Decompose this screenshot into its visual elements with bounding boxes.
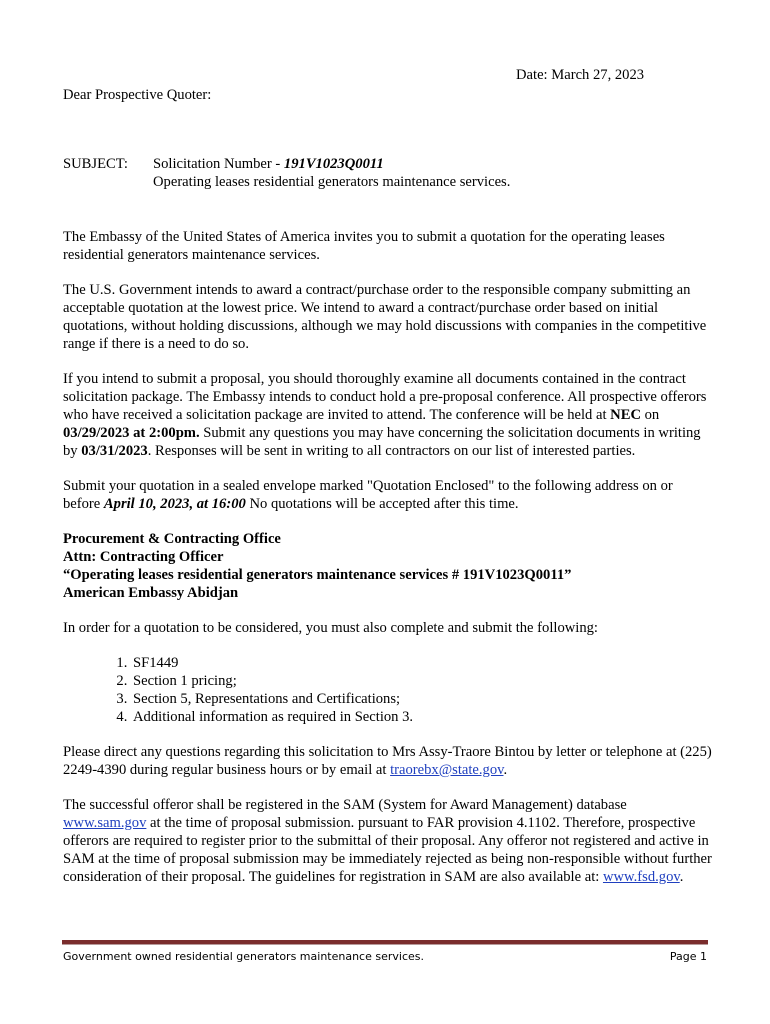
list-item: 2. Section 1 pricing; xyxy=(131,672,713,690)
subject-description: Operating leases residential generators maintenance services. xyxy=(153,174,511,190)
solicitation-line xyxy=(153,155,510,173)
conference-location: NEC xyxy=(610,407,641,423)
address-line-3: “Operating leases residential generators maintenance services # 191V1023Q0011” xyxy=(63,567,572,583)
page-number: Page 1 xyxy=(669,950,707,963)
paragraph-submission: Submit your quotation in a sealed envelope marked "Quotation Enclosed" to the following address on or before April 10, 2023, at 16:00 No quotations will be accepted after this time. xyxy=(63,478,673,512)
address-line-1: Procurement & Contracting Office xyxy=(63,531,281,547)
address-line-4: American Embassy Abidjan xyxy=(63,585,239,601)
letter-body xyxy=(63,228,713,903)
mailing-address xyxy=(63,530,713,602)
submission-deadline: April 10, 2023, at 16:00 xyxy=(103,496,246,512)
solicitation-number: 191V1023Q0011 xyxy=(283,156,384,172)
list-item: 3. Section 5, Representations and Certifications; xyxy=(131,690,713,708)
paragraph-sam-registration: The successful offeror shall be registered in the SAM (System for Award Management) database www.sam.gov at the time of proposal submission. pursuant to FAR provision 4.1102. Therefore, prospective offerors are required to register prior to the submittal of their proposal. Any offeror not registered and active in SAM at the time of proposal submission may be immediately rejected as being non-responsible without further consideration of their proposal. The guidelines for registration in SAM are also available at: www.fsd.gov. xyxy=(63,797,712,885)
requirements-list xyxy=(63,654,713,726)
subject-value xyxy=(153,155,510,191)
list-item: 1. SF1449 xyxy=(131,654,713,672)
list-item: 4. Additional information as required in Section 3. xyxy=(131,708,713,726)
fsd-link[interactable]: www.fsd.gov xyxy=(602,869,680,885)
email-link[interactable]: traorebx@state.gov xyxy=(390,762,504,778)
footer-divider xyxy=(62,940,708,945)
footer-title: Government owned residential generators maintenance services. xyxy=(63,950,424,963)
subject-label: SUBJECT: xyxy=(63,156,128,172)
paragraph-invitation: The Embassy of the United States of America invites you to submit a quotation for the operating leases residential generators maintenance services. xyxy=(63,229,665,263)
letter-date: Date: March 27, 2023 xyxy=(516,67,645,83)
paragraph-conference: If you intend to submit a proposal, you should thoroughly examine all documents contained in the contract solicitation package. The Embassy intends to conduct hold a pre-proposal conference. All prospective offerors who have received a solicitation package are invited to attend. The conference will be held at NEC on 03/29/2023 at 2:00pm. Submit any questions you may have concerning the solicitation documents in writing by 03/31/2023. Responses will be sent in writing to all contractors on our list of interested parties. xyxy=(63,371,707,459)
paragraph-award: The U.S. Government intends to award a contract/purchase order to the responsible company submitting an acceptable quotation at the lowest price. We intend to award a contract/purchase order based on initial quotations, without holding discussions, although we may hold discussions with companies in the competitive range if there is a need to do so. xyxy=(63,282,707,352)
address-line-2: Attn: Contracting Officer xyxy=(63,549,224,565)
solicitation-prefix: Solicitation Number - xyxy=(153,156,284,172)
paragraph-contact: Please direct any questions regarding this solicitation to Mrs Assy-Traore Bintou by letter or telephone at (225) 2249-4390 during regular business hours or by email at traorebx@state.gov. xyxy=(63,744,712,778)
paragraph-requirements-intro: In order for a quotation to be considered, you must also complete and submit the following: xyxy=(63,620,598,636)
sam-link[interactable]: www.sam.gov xyxy=(63,815,147,831)
conference-datetime: 03/29/2023 at 2:00pm. xyxy=(63,425,200,441)
salutation: Dear Prospective Quoter: xyxy=(63,87,212,103)
questions-deadline: 03/31/2023 xyxy=(81,443,148,459)
